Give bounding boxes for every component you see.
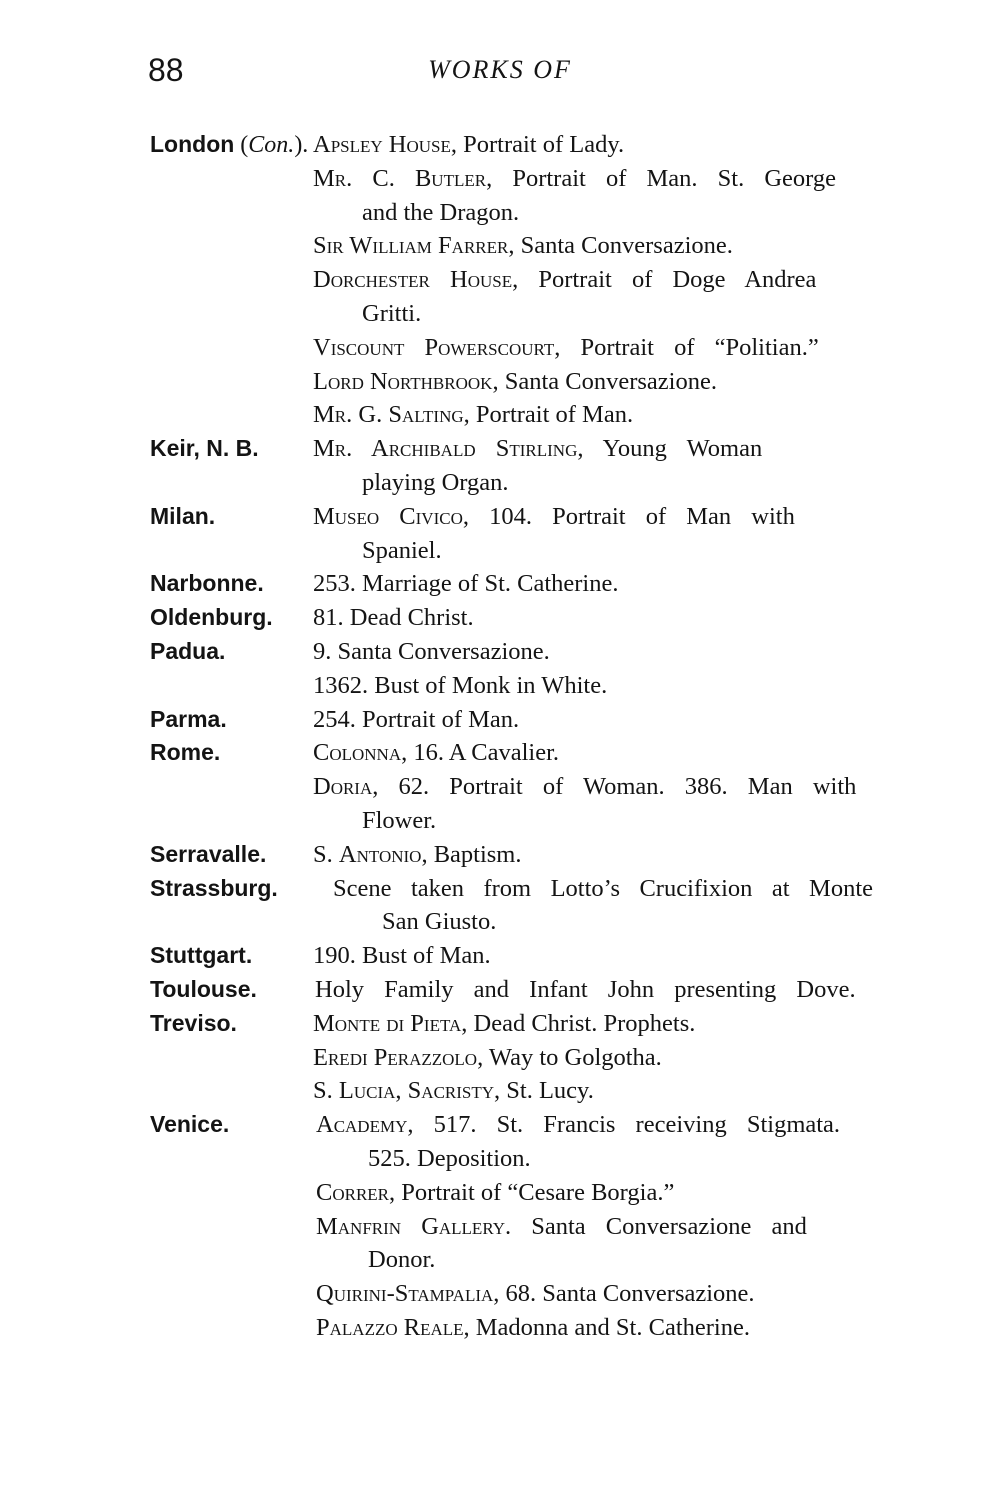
collection-entry: playing Organ. [362, 468, 509, 496]
entry-line [0, 263, 1000, 297]
entry-line [0, 466, 1000, 500]
entry-line [0, 432, 1000, 466]
collection-entry: Monte di Pieta, Dead Christ. Prophets. [313, 1009, 696, 1037]
collection-entry: Doria, 62. Portrait of Woman. 386. Man with [313, 773, 857, 801]
collection-entry: 190. Bust of Man. [313, 942, 491, 970]
collection-entry: Correr, Portrait of “Cesare Borgia.” [316, 1178, 675, 1206]
collection-entry: Flower. [362, 806, 437, 834]
entry-line [0, 500, 1000, 534]
collection-entry: Sir William Farrer, Santa Conversazione. [313, 232, 733, 260]
collection-entry: Mr. G. Salting, Portrait of Man. [313, 401, 634, 429]
entry-line [0, 804, 1000, 838]
entry-line [0, 635, 1000, 669]
entry-line [0, 703, 1000, 737]
collection-entry: Quirini-Stampalia, 68. Santa Conversazione. [316, 1280, 755, 1308]
collection-entry: 81. Dead Christ. [313, 604, 474, 632]
collection-entry: 525. Deposition. [368, 1144, 531, 1172]
collection-entry: Museo Civico, 104. Portrait of Man with [313, 502, 795, 530]
entry-line [0, 1007, 1000, 1041]
place-name: Padua. [150, 637, 226, 664]
entry-line [0, 1243, 1000, 1277]
entry-line [0, 365, 1000, 399]
collection-entry: Eredi Perazzolo, Way to Golgotha. [313, 1043, 662, 1071]
collection-entry: and the Dragon. [362, 198, 520, 226]
entry-line [0, 939, 1000, 973]
place-name: Rome. [150, 739, 221, 766]
page-number: 88 [148, 52, 184, 88]
entry-line [0, 973, 1000, 1007]
catalogue-list [0, 128, 1000, 1345]
collection-entry: Donor. [368, 1246, 436, 1274]
collection-entry: Scene taken from Lotto’s Crucifixion at Monte [333, 874, 873, 902]
place-name: Strassburg. [150, 874, 278, 901]
collection-entry: 9. Santa Conversazione. [313, 637, 550, 665]
entry-line [0, 905, 1000, 939]
place-name: Oldenburg. [150, 604, 273, 631]
collection-entry: Viscount Powerscourt, Portrait of “Politian.” [313, 333, 819, 361]
entry-line [0, 1108, 1000, 1142]
collection-entry: Academy, 517. St. Francis receiving Stigmata. [316, 1111, 841, 1139]
collection-entry: Spaniel. [362, 536, 442, 564]
entry-line [0, 196, 1000, 230]
collection-entry: Holy Family and Infant John presenting Dove. [315, 975, 856, 1003]
entry-line [0, 1210, 1000, 1244]
place-name: Keir, N. B. [150, 435, 259, 462]
collection-entry: Lord Northbrook, Santa Conversazione. [313, 367, 717, 395]
collection-entry: Colonna, 16. A Cavalier. [313, 739, 559, 767]
collection-entry: Mr. Archibald Stirling, Young Woman [313, 435, 763, 463]
entry-line [0, 398, 1000, 432]
entry-line [0, 838, 1000, 872]
entry-line [0, 1277, 1000, 1311]
entry-line [0, 331, 1000, 365]
entry-line [0, 297, 1000, 331]
entry-line [0, 128, 1000, 162]
entry-line [0, 770, 1000, 804]
collection-entry: Manfrin Gallery. Santa Conversazione and [316, 1212, 807, 1240]
place-name: Toulouse. [150, 975, 257, 1002]
place-name: Serravalle. [150, 840, 267, 867]
collection-entry: Mr. C. Butler, Portrait of Man. St. George [313, 164, 836, 192]
collection-entry: Apsley House, Portrait of Lady. [313, 131, 625, 158]
entry-line [0, 162, 1000, 196]
place-name: Venice. [150, 1111, 230, 1138]
place-name: Stuttgart. [150, 942, 253, 969]
entry-line [0, 1142, 1000, 1176]
collection-entry: S. Antonio, Baptism. [313, 840, 522, 868]
entry-line [0, 1074, 1000, 1108]
collection-entry: Dorchester House, Portrait of Doge Andrea [313, 266, 817, 294]
entry-line [0, 534, 1000, 568]
entry-line [0, 1311, 1000, 1345]
collection-entry: 253. Marriage of St. Catherine. [313, 570, 619, 598]
entry-line [0, 1176, 1000, 1210]
place-name: Milan. [150, 502, 216, 529]
collection-entry: Gritti. [362, 299, 422, 327]
collection-entry: San Giusto. [382, 908, 497, 936]
entry-line [0, 669, 1000, 703]
entry-line [0, 1041, 1000, 1075]
collection-entry: 1362. Bust of Monk in White. [313, 671, 608, 699]
collection-entry: 254. Portrait of Man. [313, 705, 520, 733]
place-name: Narbonne. [150, 570, 264, 597]
entry-line [0, 567, 1000, 601]
collection-entry: S. Lucia, Sacristy, St. Lucy. [313, 1077, 594, 1105]
place-name: Treviso. [150, 1009, 237, 1036]
collection-entry: Palazzo Reale, Madonna and St. Catherine. [316, 1313, 750, 1341]
entry-line [0, 736, 1000, 770]
place-name: Parma. [150, 705, 227, 732]
entry-line [0, 872, 1000, 906]
place-name: London (Con.). [150, 131, 309, 158]
entry-line [0, 601, 1000, 635]
running-title: WORKS OF [428, 55, 572, 84]
entry-line [0, 229, 1000, 263]
